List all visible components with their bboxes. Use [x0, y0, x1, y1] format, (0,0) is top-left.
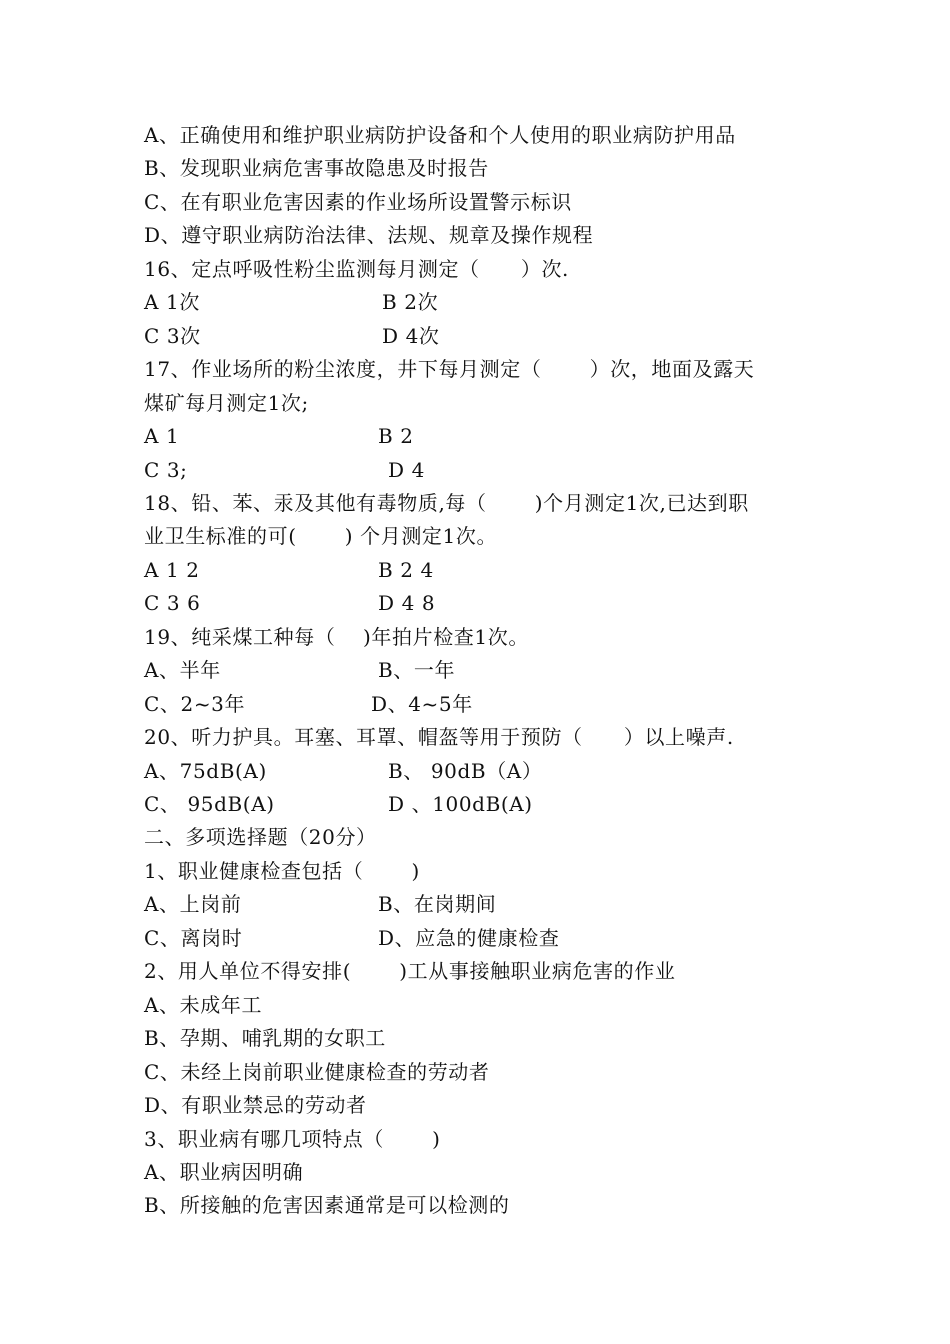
- option-column-2: B 2次: [382, 290, 439, 314]
- text-line: [144, 155, 489, 181]
- text-line: [144, 356, 754, 382]
- line-text: A、75dB(A): [144, 759, 267, 783]
- text-line: [144, 958, 676, 984]
- text-line: [144, 1025, 386, 1051]
- text-line: [144, 323, 440, 349]
- text-line: [144, 858, 420, 884]
- option-column-2: B、在岗期间: [378, 892, 497, 916]
- line-text: C、未经上岗前职业健康检查的劳动者: [144, 1060, 490, 1084]
- text-line: [144, 390, 309, 416]
- option-column-2: D 4 8: [378, 591, 436, 615]
- option-column-2: D 4: [388, 458, 425, 482]
- text-line: [144, 824, 377, 850]
- text-line: [144, 992, 262, 1018]
- text-line: [144, 1126, 441, 1152]
- line-text: 煤矿每月测定1次;: [144, 391, 309, 415]
- text-line: [144, 1092, 367, 1118]
- text-line: [144, 423, 414, 449]
- line-text: A 1: [144, 424, 180, 448]
- text-line: [144, 891, 497, 917]
- line-text: 业卫生标准的可( ) 个月测定1次。: [144, 524, 498, 548]
- text-line: [144, 691, 473, 717]
- text-line: [144, 1192, 510, 1218]
- option-column-2: B 2: [378, 424, 414, 448]
- text-line: [144, 490, 749, 516]
- line-text: 16、定点呼吸性粉尘监测每月测定（ ）次.: [144, 257, 570, 281]
- text-line: [144, 222, 593, 248]
- line-text: C 3次: [144, 324, 201, 348]
- text-line: [144, 122, 736, 148]
- text-line: [144, 1159, 303, 1185]
- text-line: [144, 256, 569, 282]
- text-line: [144, 791, 533, 817]
- line-text: 2、用人单位不得安排( )工从事接触职业病危害的作业: [144, 959, 676, 983]
- line-text: C 3 6: [144, 591, 201, 615]
- text-line: [144, 724, 734, 750]
- line-text: A、职业病因明确: [144, 1160, 304, 1184]
- text-line: [144, 189, 572, 215]
- line-text: 17、作业场所的粉尘浓度，井下每月测定（ ）次，地面及露天: [144, 357, 755, 381]
- line-text: D、遵守职业病防治法律、法规、规章及操作规程: [144, 223, 594, 247]
- line-text: D、有职业禁忌的劳动者: [144, 1093, 367, 1117]
- option-column-2: D 4次: [382, 324, 440, 348]
- option-column-2: B、一年: [378, 658, 456, 682]
- line-text: C 3;: [144, 458, 188, 482]
- line-text: C、 95dB(A): [144, 792, 275, 816]
- option-column-2: D、4~5年: [371, 692, 473, 716]
- line-text: A、半年: [144, 658, 221, 682]
- option-column-2: D 、100dB(A): [388, 792, 533, 816]
- line-text: B、孕期、哺乳期的女职工: [144, 1026, 386, 1050]
- line-text: C、在有职业危害因素的作业场所设置警示标识: [144, 190, 572, 214]
- line-text: A、上岗前: [144, 892, 242, 916]
- line-text: 20、听力护具。耳塞、耳罩、帽盔等用于预防（ ）以上噪声.: [144, 725, 734, 749]
- line-text: C、离岗时: [144, 926, 243, 950]
- text-line: [144, 457, 425, 483]
- line-text: A 1 2: [144, 558, 200, 582]
- line-text: A、未成年工: [144, 993, 263, 1017]
- text-line: [144, 590, 436, 616]
- text-line: [144, 758, 543, 784]
- option-column-2: B、 90dB（A）: [388, 759, 543, 783]
- text-line: [144, 657, 456, 683]
- line-text: 二、多项选择题（20分）: [144, 825, 377, 849]
- text-line: [144, 557, 434, 583]
- line-text: B、所接触的危害因素通常是可以检测的: [144, 1193, 510, 1217]
- line-text: 19、纯采煤工种每（ )年拍片检查1次。: [144, 625, 529, 649]
- text-line: [144, 523, 497, 549]
- line-text: A 1次: [144, 290, 200, 314]
- line-text: 18、铅、苯、汞及其他有毒物质,每（ )个月测定1次,已达到职: [144, 491, 749, 515]
- text-line: [144, 289, 439, 315]
- option-column-2: B 2 4: [378, 558, 434, 582]
- text-line: [144, 1059, 490, 1085]
- line-text: A、正确使用和维护职业病防护设备和个人使用的职业病防护用品: [144, 123, 736, 147]
- line-text: C、2~3年: [144, 692, 246, 716]
- option-column-2: D、应急的健康检查: [378, 926, 560, 950]
- text-line: [144, 925, 560, 951]
- line-text: 3、职业病有哪几项特点（ ): [144, 1127, 441, 1151]
- line-text: 1、职业健康检查包括（ ): [144, 859, 420, 883]
- line-text: B、发现职业病危害事故隐患及时报告: [144, 156, 489, 180]
- text-line: [144, 624, 529, 650]
